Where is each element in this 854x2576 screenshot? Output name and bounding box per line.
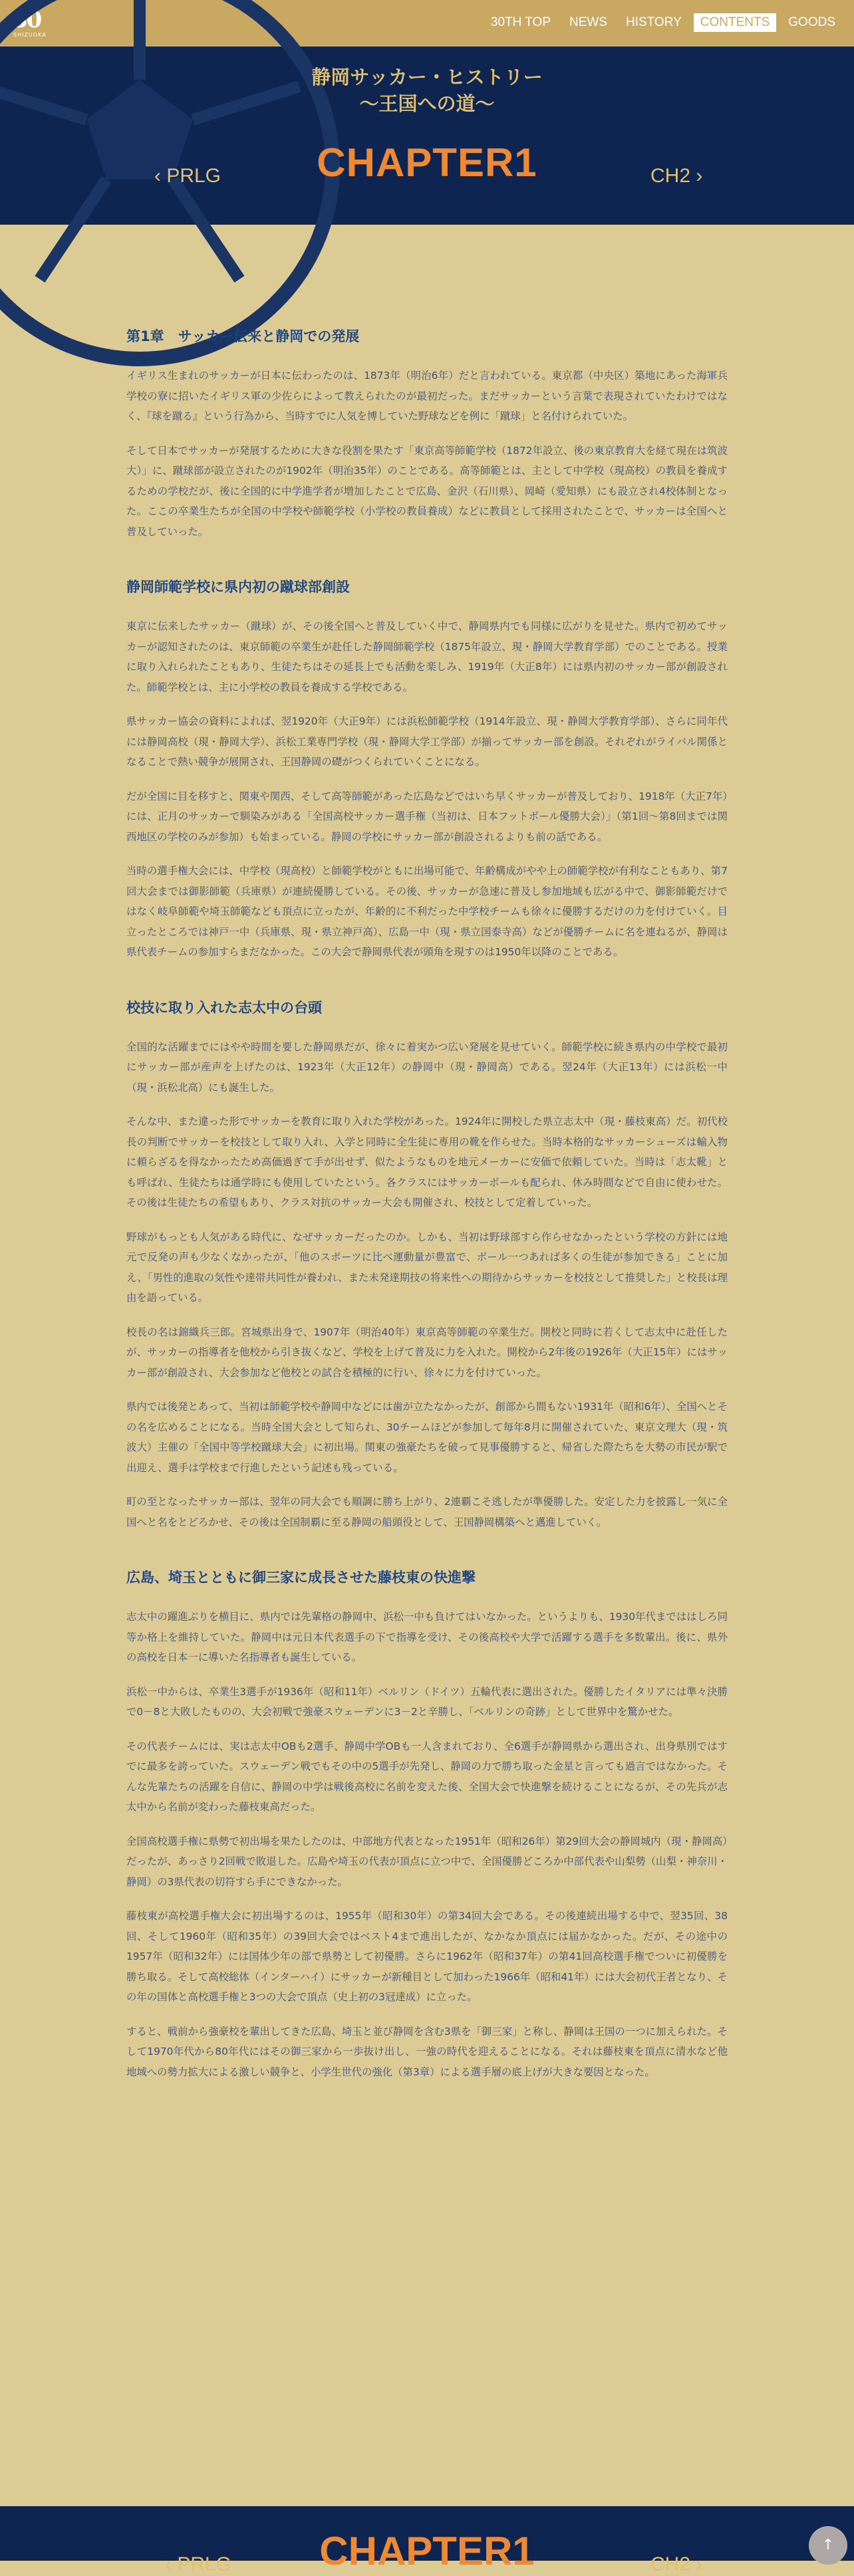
paragraph: 全国的な活躍までにはやや時間を要した静岡県だが、徐々に着実かつ広い発展を見せていく。師範学校に続き県内の中学校で最初にサッカー部が産声を上げたのは、1923年（大正12年）の静岡中（現・静岡高）である。翌24年（大正13年）には浜松一中（現・浜松北高）にも誕生した。 (126, 1040, 728, 1094)
paragraph: 校長の名は錦織兵三郎。宮城県出身で、1907年（明治40年）東京高等師範の卒業生だ。開校と同時に若くして志太中に赴任したが、サッカーの指導者を他校から引き抜くなど、学校を上げて普及に力を入れた。開校から2年後の1926年（大正15年）にはサッカー部が創設され、大会参加など他校との試合を積極的に行い、徐々に力を付けていった。 (126, 1326, 728, 1379)
paragraph: 町の至となったサッカー部は、翌年の同大会でも順調に勝ち上がり、2連覇こそ逃したが準優勝した。安定した力を披露し一気に全国へと名をとどろかせ、その後は全国制覇に至る静岡の船頭役として、王国静岡構築へと邁進していく。 (126, 1496, 728, 1528)
back-to-top-button[interactable]: ↑ (809, 2526, 847, 2565)
paragraph: 県内では後発とあって、当初は師範学校や静岡中などには歯が立たなかったが、創部から間もない1931年（昭和6年）、全国へとその名を広めることになる。当時全国大会として知られ、30チームほどが参加して毎年8月に開催されていた、東京文理大（現・筑波大）主催の「全国中等学校蹴球大会」に初出場。関東の強豪たちを破って見事優勝すると、帰省した際たちを大勢の市民が駅で出迎え、選手は学校まで行進したという記述も残っている。 (126, 1401, 728, 1474)
paragraph: 浜松一中からは、卒業生3選手が1936年（昭和11年）ベルリン（ドイツ）五輪代表に選出された。優勝したイタリアには準々決勝で0－8と大敗したものの、大会初戦で強豪スウェーデンに3－2と辛勝し、「ベルリンの奇跡」として世界中を驚かせた。 (126, 1685, 728, 1718)
section-3 (126, 997, 728, 1533)
paragraph: 藤枝東が高校選手権大会に初出場するのは、1955年（昭和30年）の第34回大会である。その後連続出場する中で、翌35回、38回、そして1960年（昭和35年）の39回大会ではベスト4まで進出したが、なかなか頂点には届かなかった。だが、その途中の1957年（昭和32年）には国体少年の部で県勢として初優勝。さらに1962年（昭和37年）の第41回高校選手権でついに初優勝を勝ち取る。そして高校総体（インターハイ）にサッカーが新種目として加わった1966年（昭和41年）には大会初代王者となり、その年の国体と高校選手権と3つの大会で頂点（史上初の3冠達成）に立った。 (126, 1910, 728, 2003)
section-heading: 広島、埼玉とともに御三家に成長させた藤枝東の快進撃 (126, 1570, 476, 1585)
footer-chapter-label: CHAPTER1 (319, 2529, 535, 2573)
page-title-line1: 静岡サッカー・ヒストリー (311, 66, 543, 88)
section-heading: 校技に取り入れた志太中の台頭 (126, 999, 322, 1016)
nav-item-contents[interactable]: CONTENTS (694, 13, 777, 32)
paragraph: そんな中、また違った形でサッカーを教育に取り入れた学校があった。1924年に開校した県立志太中（現・藤枝東高）だ。初代校長の判断でサッカーを校技として取り入れ、入学と同時に全生徒に専用の靴を作らせた。当時本格的なサッカーシューズは輸入物に頼らざるを得なかったため高価過ぎて手が出せず、似たようなものを地元メーカーに安価で依頼していた。当時は「志太靴」とも呼ばれ、生徒たちは通学時にも使用していたという。各クラスにはサッカーボールも配られ、休み時間などで自由に使わせた。その後は生徒たちの希望もあり、クラス対抗のサッカー大会も開催され、校技として定着していった。 (126, 1115, 728, 1209)
paragraph: 志太中の躍進ぶりを横目に、県内では先輩格の静岡中、浜松一中も負けてはいなかった。というよりも、1930年代までははしろ同等か格上を維持していた。静岡中は元日本代表選手の下で指導を受け、その後高校や大学で活躍する選手を多数輩出。後に、県外の高校を日本一に導いた名指導者も誕生している。 (126, 1611, 728, 1663)
page-title (0, 64, 854, 117)
chapter-label: CHAPTER1 (317, 140, 537, 185)
hero-banner (0, 47, 854, 225)
page-title-line2: ～王国への道～ (359, 92, 495, 115)
paragraph: 東京に伝来したサッカー（蹴球）が、その後全国へと普及していく中で、静岡県内でも同様に広がりを見せた。県内で初めてサッカーが認知されたのは、東京師範の卒業生が赴任した静岡師範学校（1875年設立、現・静岡大学教育学部）でのことである。授業に取り入れられたこともあり、生徒たちはその延長上でも活動を楽しみ、1919年（大正8年）には県内初のサッカー部が創設された。師範学校とは、主に小学校の教員を養成する学校である。 (126, 620, 728, 693)
paragraph: 全国高校選手権に県勢で初出場を果たしたのは、中部地方代表となった1951年（昭和26年）第29回大会の静岡城内（現・静岡高）だったが、あっさり2回戦で敗退した。広島や埼玉の代表が頂点に立つ中で、全国優勝どころか中部代表や山梨勢（山梨・神奈川・静岡）の3県代表の切符すら手にできなかった。 (126, 1835, 728, 1888)
next-chapter-link[interactable]: CH2 › (650, 165, 703, 187)
paragraph: その代表チームには、実は志太中OBも2選手、静岡中学OBも一人含まれており、全6選手が静岡県から選出され、出身県別ではすでに最多を誇っていた。スウェーデン戦でもその中の5選手が先発し、静岡の力で勝ち取った金星と言っても過言ではなかった。そんな先輩たちの活躍を自信に、静岡の中学は戦後高校に名前を変えた後、全国大会で快進撃を続けることになるが、その先兵が志太中から名前が変わった藤枝東高だった。 (126, 1740, 728, 1813)
paragraph: そして日本でサッカーが発展するために大きな役割を果たす「東京高等師範学校（1872年設立、後の東京教育大を経て現在は筑波大）」に、蹴球部が設立されたのが1902年（明治35年）のことである。高等師範とは、主として中学校（現高校）の教員を養成するための学校だが、後に全国的に中学進学者が増加したことで広島、金沢（石川県）、岡崎（愛知県）にも設立され4校体制となった。ここの卒業生たちが全国の中学校や師範学校（小学校の教員養成）などに教員として採用されたことで、サッカーは全国へと普及していった。 (126, 444, 728, 538)
section-1 (126, 326, 728, 542)
footer-next-chapter-link[interactable]: CH2 › (650, 2553, 703, 2575)
nav-item-goods[interactable]: GOODS (788, 15, 835, 29)
paragraph: すると、戦前から強豪校を輩出してきた広島、埼玉と並び静岡を含む3県を「御三家」と称し、静岡は王国の一つに加えられた。そして1970年代から80年代にはその御三家から一歩抜け出し、一強の時代を迎えることになる。それは藤枝東を頂点に清水など他地域への勢力拡大による激しい競争と、小学生世代の強化（第3章）による選手層の底上げが大きな要因となった。 (126, 2025, 728, 2078)
paragraph: だが全国に目を移すと、関東や関西、そして高等師範があった広島などではいち早くサッカーが普及しており、1918年（大正7年）には、正月のサッカーで馴染みがある「全国高校サッカー選手権（当初は、日本フットボール優勝大会）」（第1回～第8回までは関西地区の学校のみが参加）も始まっている。静岡の学校にサッカー部が創設されるよりも前の話である。 (126, 790, 728, 843)
section-4 (126, 1567, 728, 2082)
prev-chapter-link[interactable]: ‹ PRLG (154, 165, 221, 187)
logo-subtext: SHIZUOKA (13, 32, 47, 38)
logo-number: 30 (12, 7, 41, 33)
section-2 (126, 576, 728, 963)
paragraph: 当時の選手権大会には、中学校（現高校）と師範学校がともに出場可能で、年齢構成がやや上の師範学校が有利なこともあり、第7回大会までは御影師範（兵庫県）が連続優勝している。その後、サッカーが急速に普及し参加地域も広がる中で、御影師範だけではなく岐阜師範や埼玉師範なども頂点に立ったが、年齢的に不利だった中学校チームも徐々に優勝するだけの力を付けていく。目立ったところでは神戸一中（兵庫県、現・県立神戸高）、広島一中（現・県立国泰寺高）などが優勝チームに名を連ねるが、静岡は県代表チームの参加すらまだなかった。この大会で静岡県代表が頭角を現すのは1950年以降のことである。 (126, 865, 728, 958)
section-heading: 静岡師範学校に県内初の蹴球部創設 (126, 579, 350, 595)
paragraph: 県サッカー協会の資料によれば、翌1920年（大正9年）には浜松師範学校（1914年設立、現・静岡大学教育学部）、さらに同年代には静岡高校（現・静岡大学）、浜松工業専門学校（現・静岡大学工学部）が揃ってサッカー部を創設。それぞれがライバル関係となることで熱い競争が展開され、王国静岡の礎がつくられていくことになる。 (126, 715, 728, 768)
nav-item-history[interactable]: HISTORY (626, 15, 682, 29)
paragraph: 野球がもっとも人気がある時代に、なぜサッカーだったのか。しかも、当初は野球部すら作らせなかったという学校の方針には地元で反発の声も少なくなかったが、「他のスポーツに比べ運動量が豊富で、ボール一つあれば多くの生徒が参加できる」ことに加え、「男性的進取の気性や達帯共同性が養われ、また未発達期技の将来性への期待からサッカーを校技として推奨した」と校長は理由を語っている。 (126, 1230, 728, 1304)
article-body (126, 326, 728, 2117)
chapter-footer-band (0, 2506, 854, 2575)
nav-item-30th-top[interactable]: 30TH TOP (490, 15, 551, 29)
paragraph: イギリス生まれのサッカーが日本に伝わったのは、1873年（明治6年）だと言われている。東京都（中央区）築地にあった海軍兵学校の寮に招いたイギリス軍の少佐らによって教えられたのが最初だった。まだサッカーという言葉で表現されていたわけではなく、『球を蹴る』という行為から、当時すでに人気を博していた野球などを例に「蹴球」と名付けられていた。 (126, 370, 728, 422)
section-heading: 第1章 サッカー伝来と静岡での発展 (126, 328, 360, 344)
footer-prev-chapter-link[interactable]: ‹ PRLG (165, 2553, 232, 2575)
nav-menu (484, 13, 842, 32)
nav-item-news[interactable]: NEWS (569, 15, 607, 29)
